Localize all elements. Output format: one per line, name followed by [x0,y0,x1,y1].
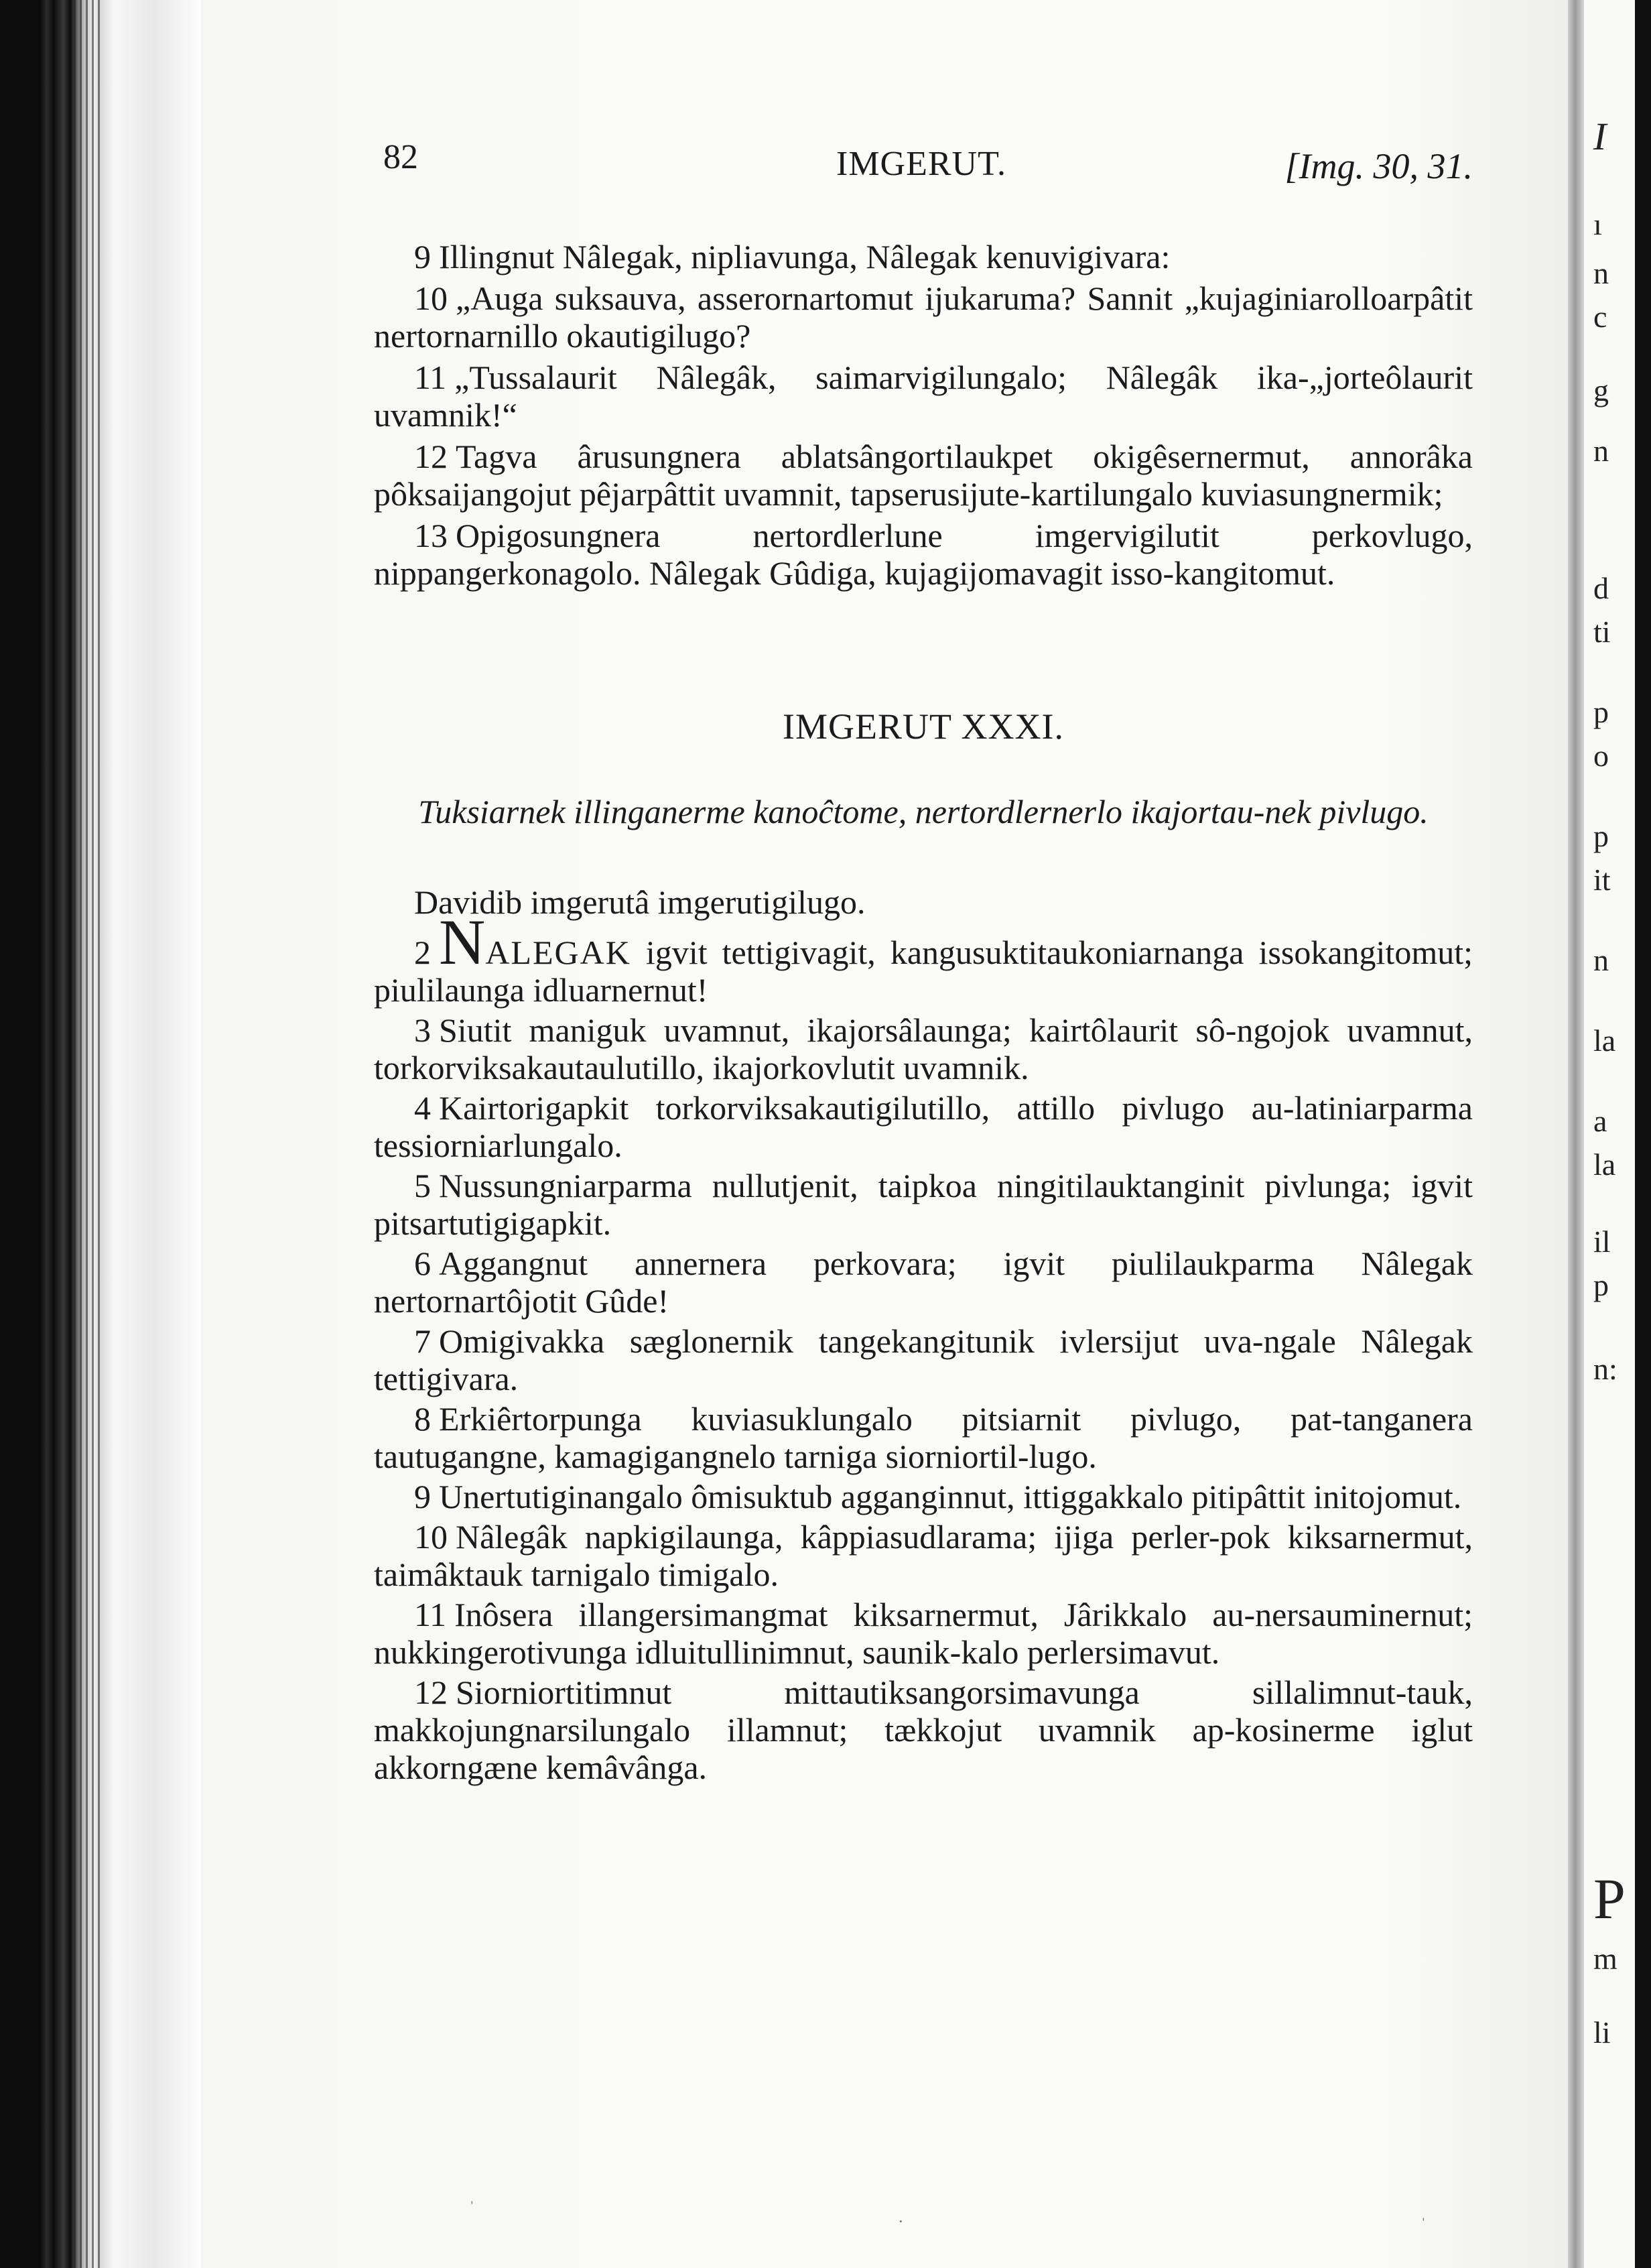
verse-number: 9 [414,238,431,275]
verse-number: 13 [414,517,448,554]
scan-speck: ˈ [469,2198,475,2218]
running-header [374,137,1473,198]
verse-text: Unertutiginangalo ômisuktub agganginnut, ittiggakkalo pitipâttit initojomut. [439,1478,1462,1515]
psalm-heading: IMGERUT XXXI. [783,706,1064,747]
verse-number: 3 [414,1011,431,1049]
verse-number: 6 [414,1245,431,1282]
verse-number: 11 [414,1596,447,1633]
verse-text: Nâlegâk napkigilaunga, kâppiasudlarama; ijiga perler-pok kiksarnermut, taimâktauk tarnigalo timigalo. [374,1518,1473,1593]
scan-speck: ˌ [1421,2202,1427,2221]
verse [374,438,1473,513]
book-spine [0,0,201,2268]
facing-fragment: ti [1593,615,1611,649]
facing-fragment: P [1593,1867,1626,1931]
drop-cap: N [439,906,486,978]
facing-fragment: g [1593,373,1609,407]
verse-text: Siutit maniguk uvamnut, ikajorsâlaunga; kairtôlaurit sô-ngojok uvamnut, torkorviksakautaulutillo, ikajorkovlutit uvamnik. [374,1011,1473,1086]
verse-text: Aggangnut annernera perkovara; igvit piulilaukparma Nâlegak nertornartôjotit Gûde! [374,1245,1473,1320]
psalm-30-ending [374,238,1473,592]
facing-fragment: il [1593,1224,1611,1259]
psalm-intro: Davidib imgerutâ imgerutigilugo. [414,883,866,921]
verse-text: Tagva ârusungnera ablatsângortilaukpet okigêsernermut, annorâka pôksaijangojut pêjarpâttit uvamnit, tapserusijute-kartilungalo kuviasungnermik; [374,438,1473,513]
verse [374,517,1473,592]
facing-fragment: o [1593,739,1609,773]
verse [374,238,1473,275]
verse-number: 12 [414,438,448,475]
verse [374,1518,1473,1593]
page-content [374,137,1473,1789]
verse-number: 11 [414,359,447,396]
verse-number: 10 [414,1518,448,1556]
facing-fragment: la [1593,1023,1616,1058]
verse [374,1478,1473,1515]
facing-fragment: la [1593,1147,1616,1182]
verse [374,1400,1473,1475]
small-caps-word: ALEGAK [485,934,631,971]
verse [374,279,1473,355]
verse-number: 10 [414,279,448,317]
verse-number: 7 [414,1322,431,1360]
verse [374,1322,1473,1397]
verse-number: 2 [414,934,431,971]
facing-fragment: n [1593,943,1609,977]
facing-fragment: p [1593,1268,1609,1302]
verse-text: Inôsera illangersimangmat kiksarnermut, Jârikkalo au-nersauminernut; nukkingerotivunga idluitullinimnut, saunik-kalo perlersimavut. [374,1596,1473,1671]
verse-text: Opigosungnera nertordlerlune imgervigilutit perkovlugo, nippangerkonagolo. Nâlegak Gûdiga, kujagijomavagit isso-kangitomut. [374,517,1473,592]
facing-fragment: it [1593,863,1611,897]
facing-fragment: m [1593,1942,1617,1976]
scan-edge [1635,0,1651,2268]
verse-number: 5 [414,1167,431,1204]
scan-speck: · [898,2212,904,2231]
verse-text: „Auga suksauva, asserornartomut ijukaruma? Sannit „kujaginiarolloarpâtit nertornarnillo okautigilugo? [374,279,1473,355]
running-title: IMGERUT. [836,145,1007,183]
verse [374,1245,1473,1320]
page-gutter [1568,0,1584,2268]
verse-number: 4 [414,1089,431,1127]
verse-text: Illingnut Nâlegak, nipliavunga, Nâlegak kenuvigivara: [439,238,1171,275]
page-number: 82 [383,138,418,176]
verse-text: igvit tettigivagit, kangusuktitaukoniarnanga issokangitomut; piulilaunga idluarnernut! [374,934,1473,1009]
facing-fragment: li [1593,2015,1611,2050]
verse-text: Erkiêrtorpunga kuviasuklungalo pitsiarnit pivlugo, pat-tanganera tautugangne, kamagigangnelo tarniga siorniortil-lugo. [374,1400,1473,1475]
verse [374,906,1473,1009]
facing-fragment: p [1593,695,1609,729]
verse [374,359,1473,434]
verse-text: „Tussalaurit Nâlegâk, saimarvigilungalo; Nâlegâk ika-„jorteôlaurit uvamnik!“ [374,359,1473,434]
psalm-31-verses [374,906,1473,1786]
facing-fragment: I [1593,115,1607,158]
verse [374,1089,1473,1164]
facing-fragment: ı [1593,207,1602,241]
verse [374,1011,1473,1086]
facing-fragment: a [1593,1104,1607,1138]
verse-number: 12 [414,1674,448,1711]
verse-text: Kairtorigapkit torkorviksakautigilutillo, attillo pivlugo au-latiniarparma tessiorniarlungalo. [374,1089,1473,1164]
binding-stitches [74,0,101,2268]
facing-fragment: p [1593,819,1609,853]
psalm-reference: [Img. 30, 31. [1284,146,1473,186]
psalm-subtitle: Tuksiarnek illinganerme kanoĉtome, nertordlernerlo ikajortau-nek pivlugo. [418,793,1429,830]
verse [374,1596,1473,1671]
facing-fragment: c [1593,300,1607,334]
verse-text: Omigivakka sæglonernik tangekangitunik ivlersijut uva-ngale Nâlegak tettigivara. [374,1322,1473,1397]
facing-fragment: d [1593,571,1609,605]
facing-fragment: n: [1593,1352,1617,1386]
facing-fragment: n [1593,256,1609,290]
verse-number: 8 [414,1400,431,1438]
verse [374,1674,1473,1786]
verse [374,1167,1473,1242]
verse-text: Nussungniarparma nullutjenit, taipkoa ningitilauktanginit pivlunga; igvit pitsartutigigapkit. [374,1167,1473,1242]
verse-text: Siorniortitimnut mittautiksangorsimavunga sillalimnut-tauk, makkojungnarsilungalo illamnut; tækkojut uvamnik ap-kosinerme iglut akkorngæne kemâvânga. [374,1674,1473,1786]
facing-fragment: n [1593,434,1609,468]
verse-number: 9 [414,1478,431,1515]
